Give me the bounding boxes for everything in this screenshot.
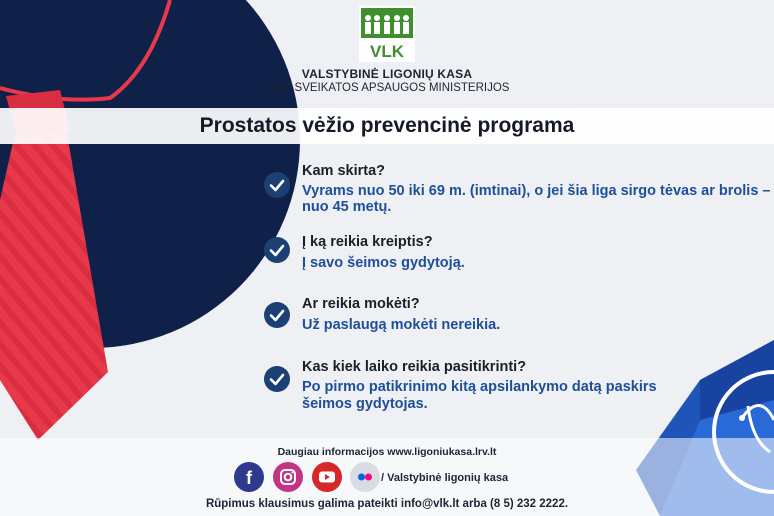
organization-name: VALSTYBINĖ LIGONIŲ KASA <box>301 67 473 81</box>
vlk-logo <box>359 6 415 62</box>
more-info-link[interactable]: Daugiau informacijos www.ligoniukasa.lrv.lt <box>277 446 497 458</box>
social-label: / Valstybinė ligonių kasa <box>381 472 509 484</box>
contact-info: Rūpimus klausimus galima pateikti info@vlk.lt arba (8 5) 232 2222. <box>205 498 569 510</box>
flickr-icon[interactable] <box>350 462 380 492</box>
answer-text: nuo 45 metų. <box>302 199 392 215</box>
organization-subtitle: PRIE SVEIKATOS APSAUGOS MINISTERIJOS <box>264 82 510 94</box>
check-icon <box>264 237 290 263</box>
check-icon <box>264 302 290 328</box>
question-text: Ar reikia mokėti? <box>302 296 420 312</box>
check-icon <box>264 366 290 392</box>
answer-text: Po pirmo patikrinimo kitą apsilankymo datą paskirs <box>302 379 657 395</box>
check-icon <box>264 172 290 198</box>
youtube-icon[interactable] <box>312 462 342 492</box>
answer-text: Už paslaugą mokėti nereikia. <box>302 317 501 333</box>
instagram-icon[interactable] <box>273 462 303 492</box>
answer-text: šeimos gydytojas. <box>302 396 428 412</box>
question-text: Kam skirta? <box>302 163 386 179</box>
svg-text:f: f <box>246 468 252 488</box>
page-title: Prostatos vėžio prevencinė programa <box>199 114 575 137</box>
question-text: Kas kiek laiko reikia pasitikrinti? <box>302 359 527 375</box>
question-text: Į ką reikia kreiptis? <box>302 234 433 250</box>
answer-text: Vyrams nuo 50 iki 69 m. (imtinai), o jei šia liga sirgo tėvas ar brolis – <box>302 183 771 199</box>
facebook-icon[interactable] <box>234 462 264 492</box>
answer-text: Į savo šeimos gydytoją. <box>302 255 465 271</box>
svg-text:VLK: VLK <box>370 42 404 61</box>
